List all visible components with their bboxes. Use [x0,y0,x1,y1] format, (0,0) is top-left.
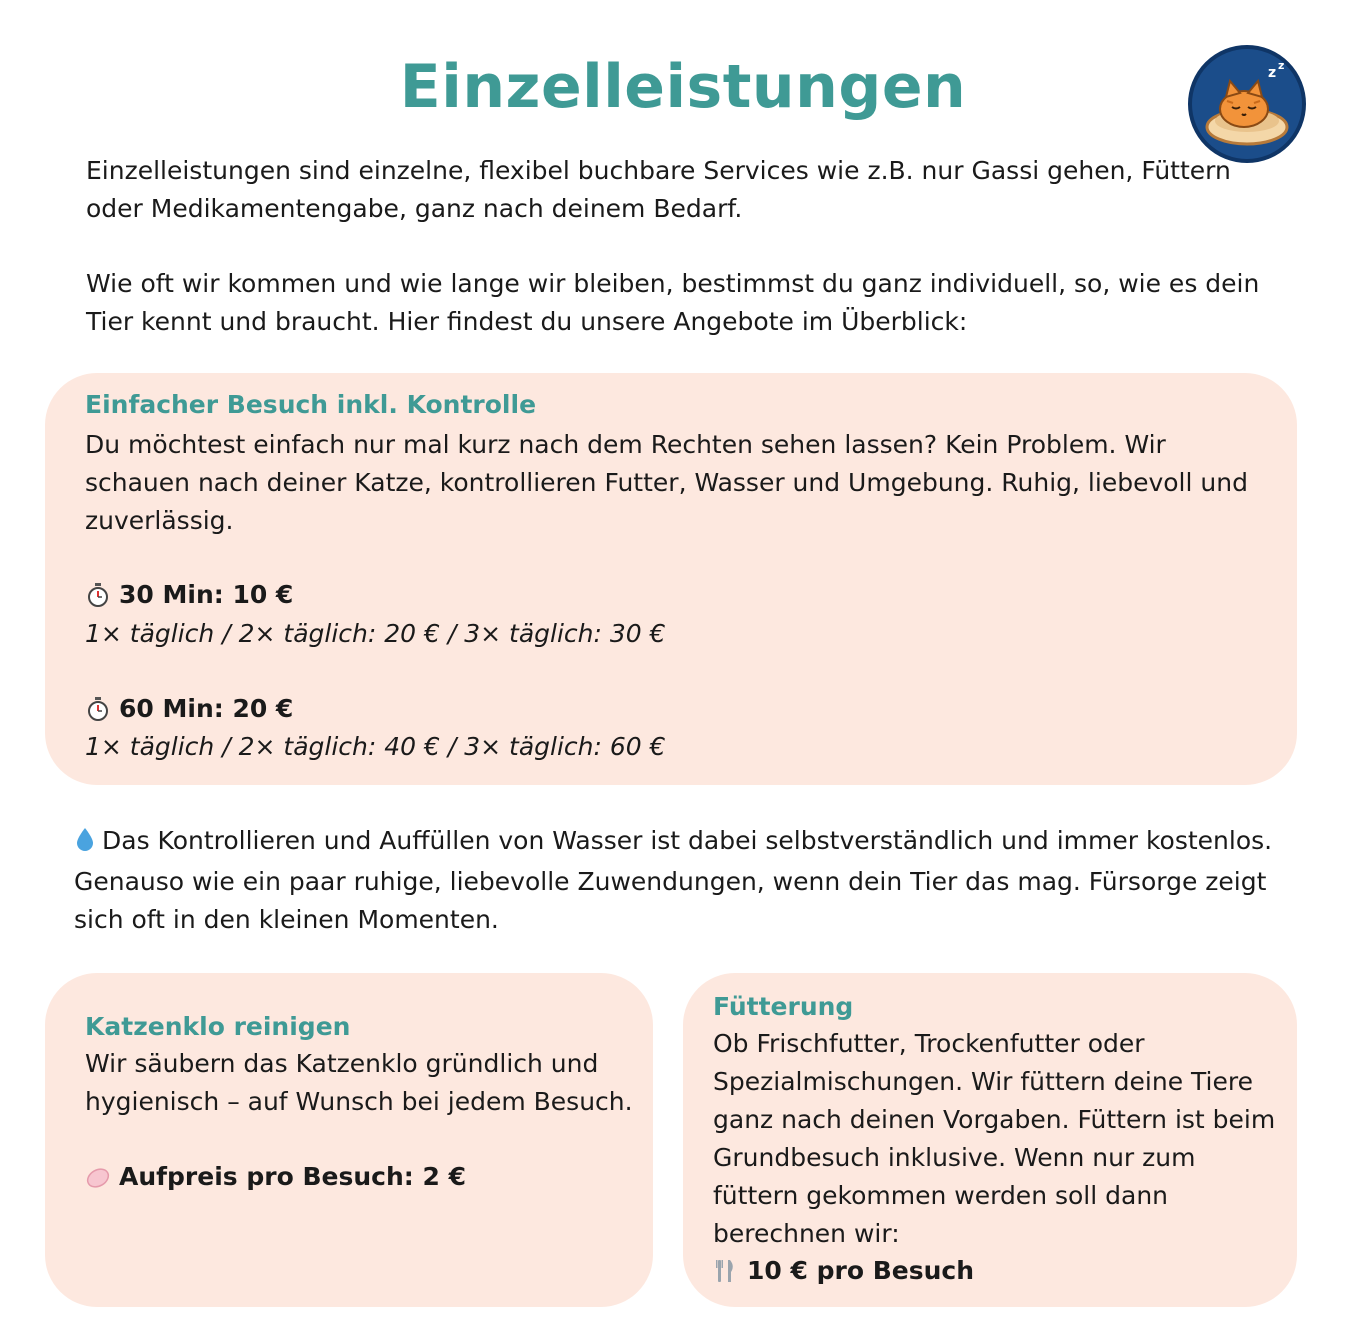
svg-text:z: z [1278,59,1285,72]
besuch-option-60 [85,692,293,726]
besuch-description: Du möchtest einfach nur mal kurz nach dem Rechten sehen lassen? Kein Problem. Wir schauen nach deiner Katze, kontrollieren Futter, Wasser und Umgebung. Ruhig, liebevoll und zuverlässig. [85,430,1248,535]
besuch-card [45,373,1297,785]
besuch-option-30-label: 30 Min: 10 € [119,580,294,609]
besuch-option-60-label: 60 Min: 20 € [119,694,294,723]
katzenklo-card [45,973,653,1307]
besuch-title: Einfacher Besuch inkl. Kontrolle [85,390,537,419]
water-note-text: Das Kontrollieren und Auffüllen von Wasser ist dabei selbstverständlich und immer kostenlos. Genauso wie ein paar ruhige, liebevolle Zuwendungen, wenn dein Tier das mag. Fürsorge zeigt sich oft in den kleinen Momenten. [74,826,1273,934]
fuetterung-price [713,1254,974,1288]
svg-text:z: z [1268,65,1277,81]
katzenklo-title: Katzenklo reinigen [85,1012,351,1041]
fork-knife-icon [713,1258,739,1284]
katzenklo-description: Wir säubern das Katzenklo gründlich und hygienisch – auf Wunsch bei jedem Besuch. [85,1049,633,1116]
soap-icon [85,1164,111,1190]
intro-paragraph-2: Wie oft wir kommen und wie lange wir bleiben, bestimmst du ganz individuell, so, wie es dein Tier kennt und braucht. Hier findest du unsere Angebote im Überblick: [86,269,1260,336]
water-note [74,822,1274,939]
fuetterung-description: Ob Frischfutter, Trockenfutter oder Spezialmischungen. Wir füttern deine Tiere ganz nach deinen Vorgaben. Füttern ist beim Grundbesuch inklusive. Wenn nur zum füttern gekommen werden soll dann berechnen wir: [713,1029,1276,1248]
fuetterung-title: Fütterung [713,992,854,1021]
intro-paragraph-1: Einzelleistungen sind einzelne, flexibel buchbare Services wie z.B. nur Gassi gehen, Füttern oder Medikamentengabe, ganz nach deinem Bedarf. [86,156,1231,223]
water-drop-icon [74,825,96,863]
fuetterung-price-label: 10 € pro Besuch [747,1256,975,1285]
besuch-option-60-detail: 1× täglich / 2× täglich: 40 € / 3× täglich: 60 € [85,732,666,761]
stopwatch-icon [85,582,111,608]
katzenklo-price-label: Aufpreis pro Besuch: 2 € [119,1162,466,1191]
page-title: Einzelleistungen [399,52,967,122]
besuch-option-30 [85,578,293,612]
katzenklo-price [85,1160,466,1194]
svg-text:z: z [1285,55,1291,65]
fuetterung-card [683,973,1297,1307]
stopwatch-icon [85,696,111,722]
sleeping-cat-logo [1188,45,1306,163]
besuch-option-30-detail: 1× täglich / 2× täglich: 20 € / 3× täglich: 30 € [85,619,666,648]
